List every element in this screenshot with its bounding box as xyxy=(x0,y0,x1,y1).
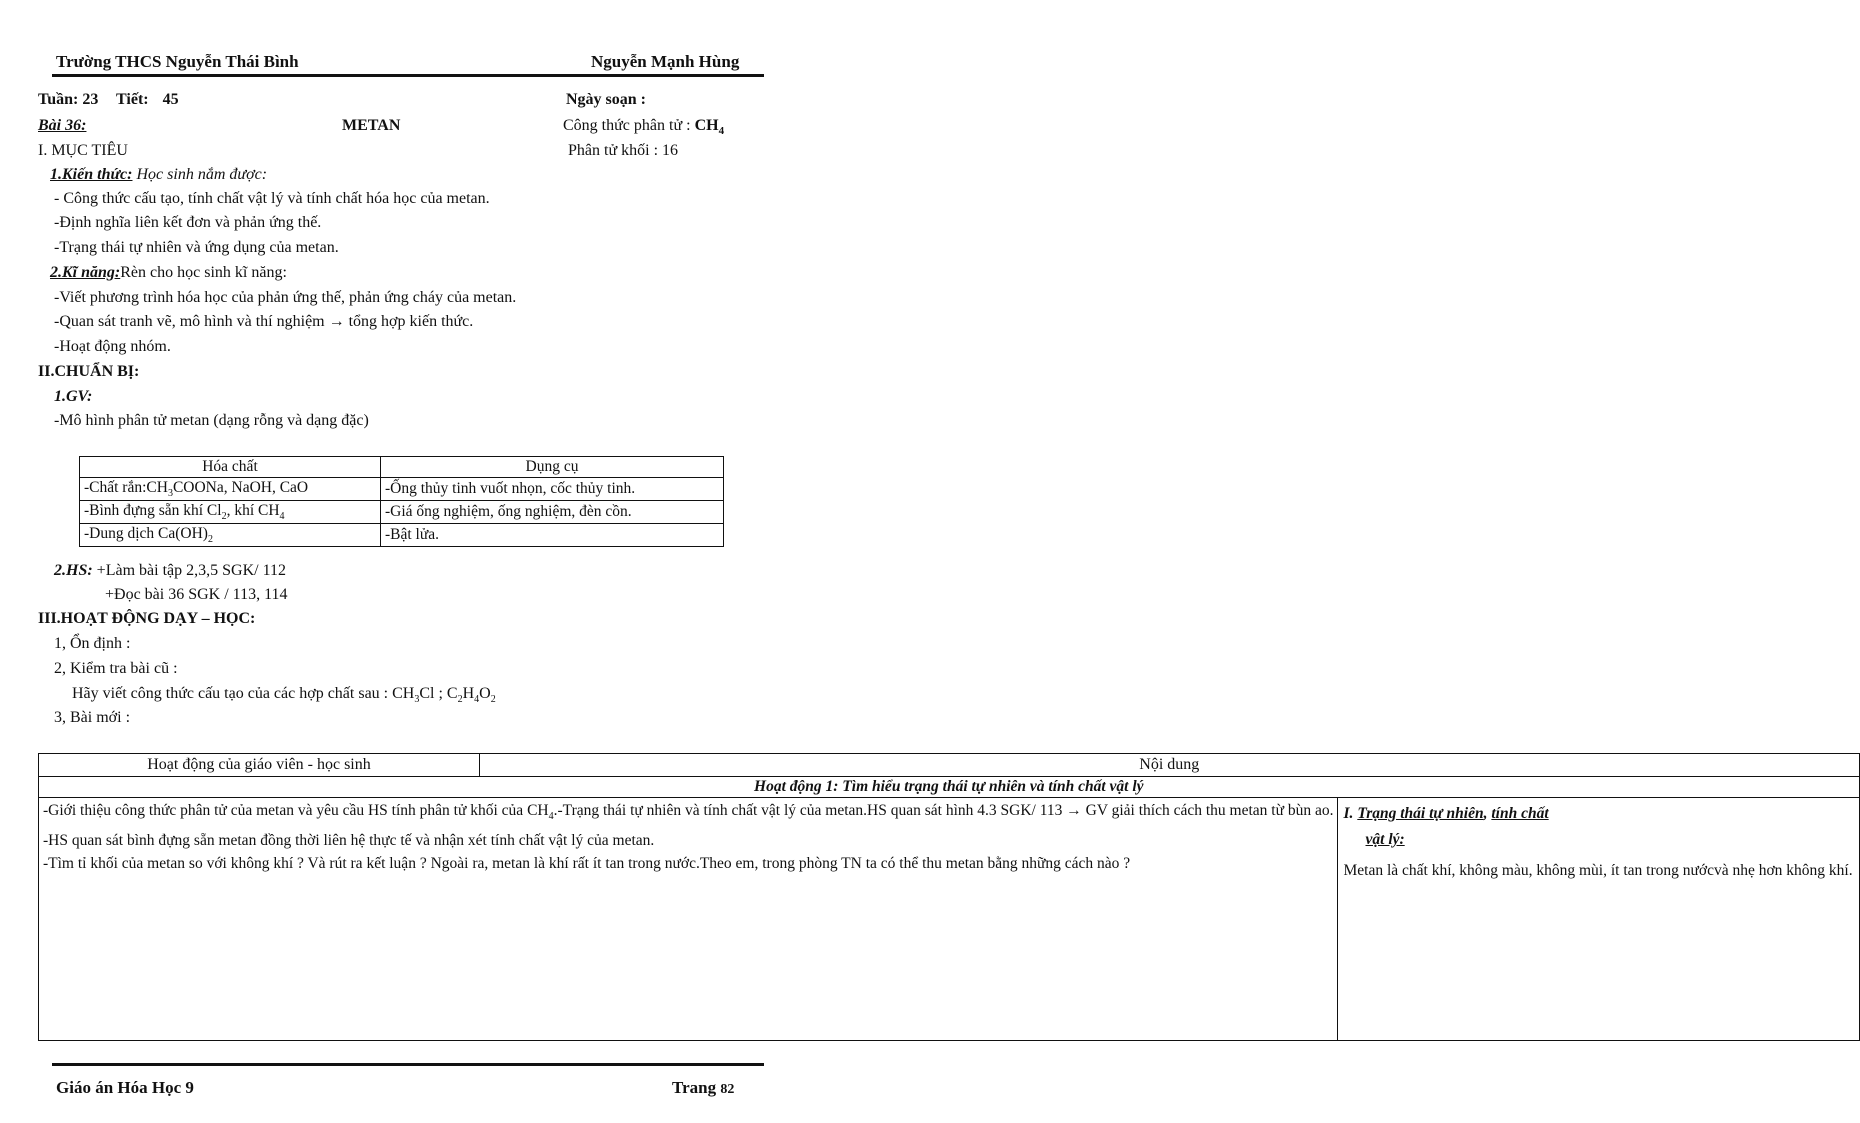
formula-value: $CH_4$ xyxy=(694,117,725,138)
step-2: 2, Kiểm tra bài cũ : xyxy=(54,660,178,677)
skills-line xyxy=(50,264,287,282)
skills-label: 2.Kĩ năng: xyxy=(50,264,121,281)
week-value: 23 xyxy=(82,91,99,108)
materials-cell: -Bật lửa. xyxy=(381,524,724,547)
formula-line xyxy=(563,117,724,137)
week-label: Tuần: xyxy=(38,91,79,108)
week-line xyxy=(38,91,179,109)
step-3: 3, Bài mới : xyxy=(54,709,131,726)
footer-page-label: Trang xyxy=(672,1078,717,1097)
materials-cell: -Ống thủy tinh vuốt nhọn, cốc thủy tinh. xyxy=(381,478,724,501)
activities-heading: III.HOẠT ĐỘNG DẠY – HỌC: xyxy=(38,610,256,627)
lesson-title: METAN xyxy=(342,117,401,134)
hs-line-1: 2.HS: +Làm bài tập 2,3,5 SGK/ 112 xyxy=(54,562,286,579)
knowledge-item-2: -Định nghĩa liên kết đơn và phản ứng thế. xyxy=(54,214,322,231)
activity-right-cell xyxy=(1337,798,1859,1041)
hs-label: 2.HS: xyxy=(54,562,93,579)
knowledge-line xyxy=(50,166,267,184)
date-label: Ngày soạn : xyxy=(566,91,647,108)
formula-label: Công thức phân tử : xyxy=(563,117,691,134)
gv-label: 1.GV: xyxy=(54,388,93,405)
materials-header-equipment: Dụng cụ xyxy=(381,457,724,478)
knowledge-label: 1.Kiến thức: xyxy=(50,166,133,183)
activity-left-text: -Giới thiệu công thức phân tử của metan và yêu cầu HS tính phân tử khối của $CH_4$.-Trạng thái tự nhiên và tính chất vật lý của metan.HS quan sát hình 4.3 SGK/ 113 → GV giải thích cách thu metan từ bùn ao. -HS quan sát bình đựng sẵn metan đồng thời liên hệ thực tế và nhận xét tính chất vật lý của metan. -Tìm tỉ khối của metan so với không khí ? Và rút ra kết luận ? Ngoài ra, metan là khí rất ít tan trong nước.Theo em, trong phòng TN ta có thể thu metan bằng những cách nào ? xyxy=(43,802,1334,873)
materials-table xyxy=(79,456,724,547)
old-lesson-question: Hãy viết công thức cấu tạo của các hợp chất sau : $CH_3Cl$ ; $C_2H_4O_2$ xyxy=(72,685,496,706)
activity-table xyxy=(38,753,1860,1041)
step-1: 1, Ổn định : xyxy=(54,635,131,652)
activity-right-body: Metan là chất khí, không màu, không mùi, ít tan trong nướcvà nhẹ hơn không khí. xyxy=(1343,862,1853,879)
footer-rule xyxy=(52,1063,764,1066)
knowledge-item-1: - Công thức cấu tạo, tính chất vật lý và tính chất hóa học của metan. xyxy=(54,190,490,207)
header-rule xyxy=(52,74,764,77)
skills-item-1: -Viết phương trình hóa học của phản ứng thế, phản ứng cháy của metan. xyxy=(54,289,517,306)
materials-cell: -Bình đựng sẵn khí $Cl_2$, khí $CH_4$ xyxy=(80,501,381,524)
materials-cell: -Chất $rắn:CH_3COONa$, NaOH, CaO xyxy=(80,478,381,501)
skills-intro: Rèn cho học sinh kĩ năng: xyxy=(120,264,287,281)
activity-col-teacher: Hoạt động của giáo viên - học sinh xyxy=(39,754,480,777)
activity-right-heading: I. Trạng thái tự nhiên, tính chất vật lý: xyxy=(1343,805,1549,848)
activity-left-cell xyxy=(39,798,1338,1041)
footer-book: Giáo án Hóa Học 9 xyxy=(56,1078,194,1097)
period-value: 45 xyxy=(162,91,179,108)
activity-col-content: Nội dung xyxy=(480,754,1860,777)
activity-1-title: Hoạt động 1: Tìm hiểu trạng thái tự nhiên và tính chất vật lý xyxy=(39,777,1860,798)
lesson-number: Bài 36: xyxy=(38,117,87,134)
skills-item-2: -Quan sát tranh vẽ, mô hình và thí nghiệm → tổng hợp kiến thức. xyxy=(54,313,474,330)
skills-item-3: -Hoạt động nhóm. xyxy=(54,338,171,355)
materials-header-chemicals: Hóa chất xyxy=(80,457,381,478)
hs-line-2: +Đọc bài 36 SGK / 113, 114 xyxy=(105,586,288,603)
gv-item: -Mô hình phân tử metan (dạng rỗng và dạng đặc) xyxy=(54,412,369,429)
materials-cell: -Dung dịch $Ca(OH)_2$ xyxy=(80,524,381,547)
preparation-heading: II.CHUẨN BỊ: xyxy=(38,363,140,380)
footer-page-number: 82 xyxy=(720,1082,735,1097)
objectives-heading: I. MỤC TIÊU xyxy=(38,142,128,159)
knowledge-intro: Học sinh nắm được: xyxy=(132,166,268,183)
teacher-name: Nguyễn Mạnh Hùng xyxy=(591,52,740,71)
knowledge-item-3: -Trạng thái tự nhiên và ứng dụng của metan. xyxy=(54,239,339,256)
school-name: Trường THCS Nguyễn Thái Bình xyxy=(56,52,299,71)
molar-mass: Phân tử khối : 16 xyxy=(568,142,679,159)
materials-cell: -Giá ống nghiệm, ống nghiệm, đèn cồn. xyxy=(381,501,724,524)
period-label: Tiết: xyxy=(116,91,149,108)
footer-page xyxy=(672,1078,734,1098)
